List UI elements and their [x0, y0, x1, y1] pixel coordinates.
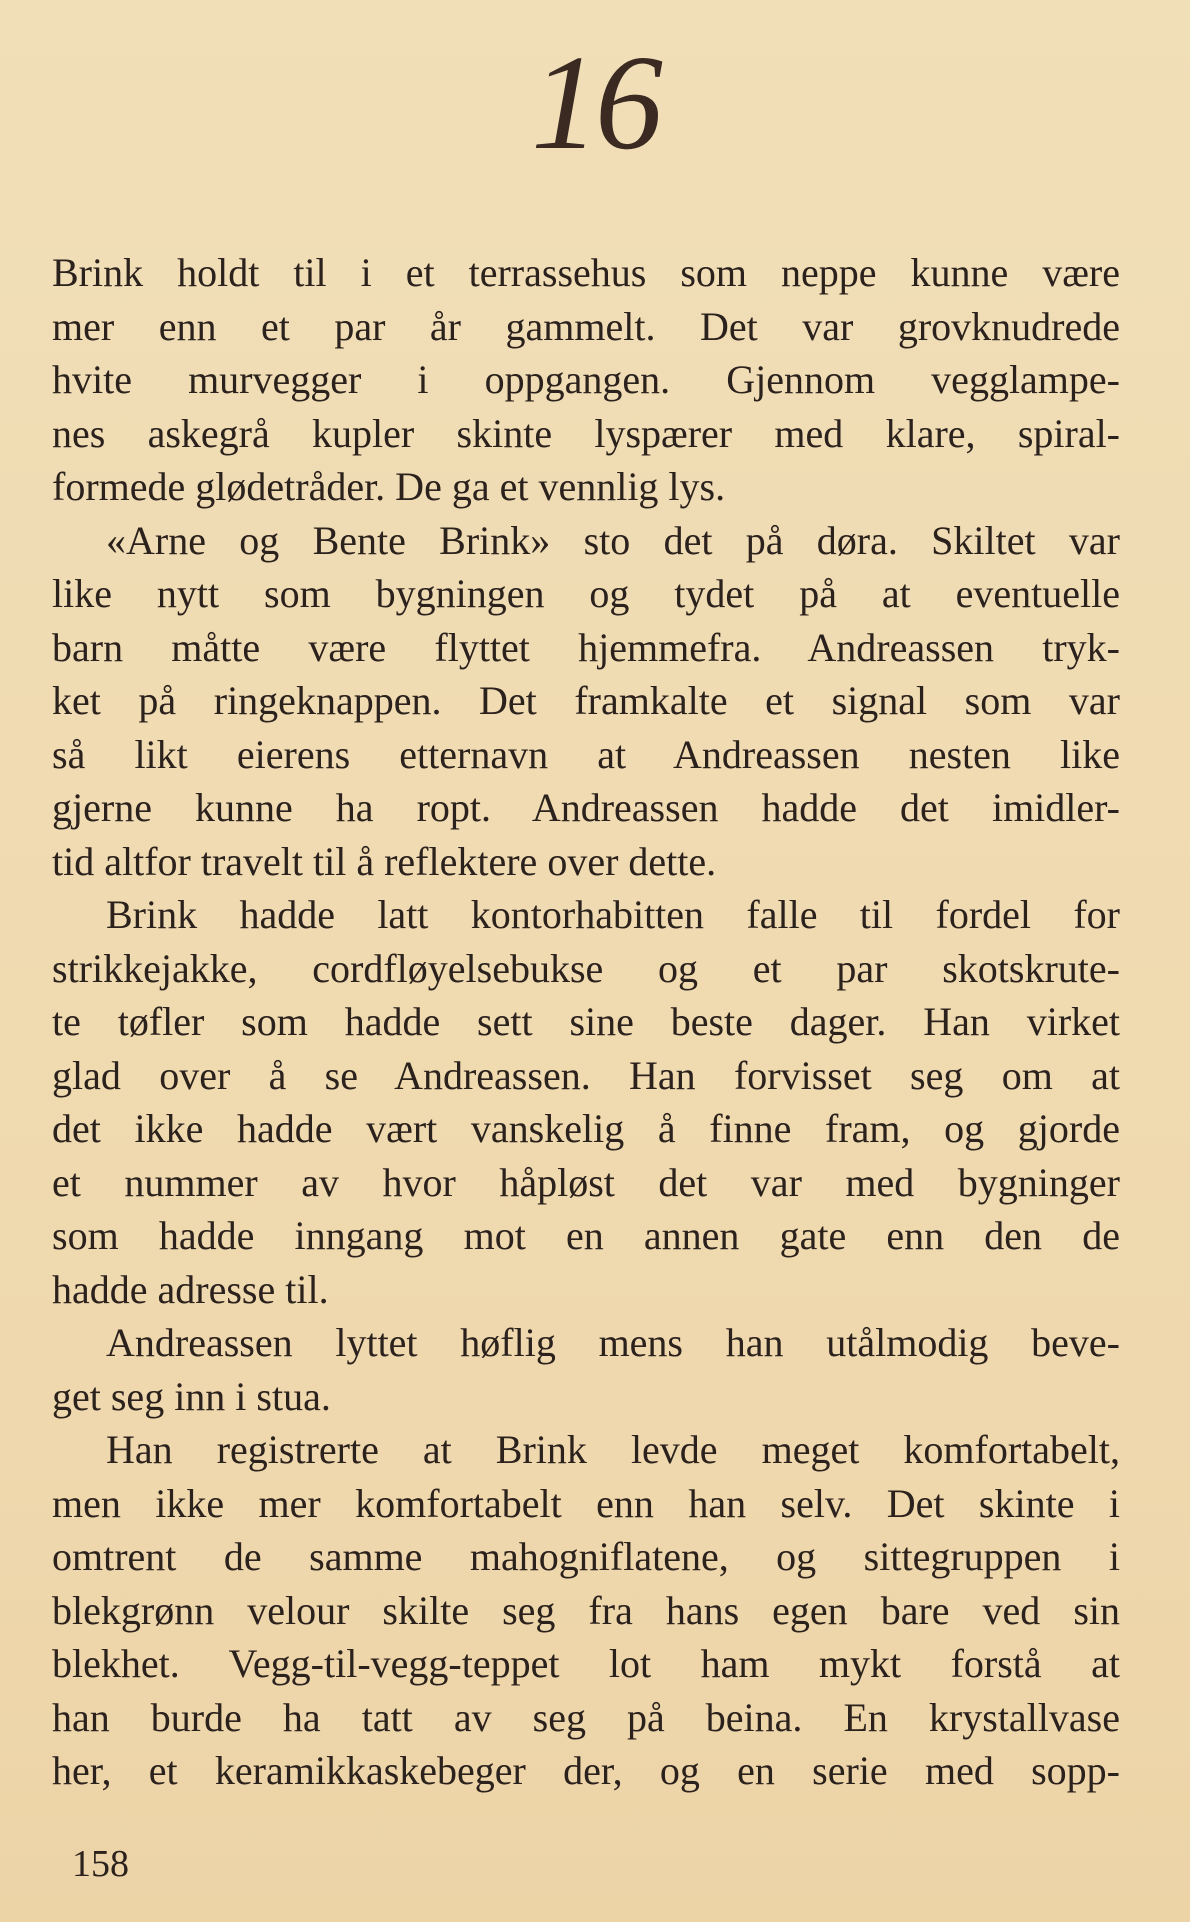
text-line: hadde adresse til.	[52, 1266, 329, 1312]
text-line: blekgrønn velour skilte seg fra hans egen bare ved sin	[52, 1587, 1120, 1633]
text-line: gjerne kunne ha ropt. Andreassen hadde det imidler-	[52, 785, 1120, 830]
text-line: hvite murvegger i oppgangen. Gjennom vegglampe-	[52, 357, 1120, 402]
text-line: nes askegrå kupler skinte lyspærer med klare, spiral-	[52, 410, 1120, 456]
text-line: glad over å se Andreassen. Han forvisset seg om at	[52, 1052, 1120, 1098]
text-line: tid altfor travelt til å reflektere over dette.	[52, 838, 717, 884]
text-line: Andreassen lyttet høflig mens han utålmodig beve-	[106, 1320, 1120, 1365]
page-number: 158	[72, 1843, 129, 1885]
text-line: barn måtte være flyttet hjemmefra. Andreassen tryk-	[52, 624, 1120, 670]
text-line: formede glødetråder. De ga et vennlig lys.	[52, 464, 726, 509]
text-line: som hadde inngang mot en annen gate enn den de	[52, 1213, 1120, 1258]
text-line: te tøfler som hadde sett sine beste dager. Han virket	[52, 999, 1120, 1044]
chapter-number: 16	[531, 28, 659, 178]
text-line: Brink holdt til i et terrassehus som neppe kunne være	[52, 250, 1120, 295]
text-line: «Arne og Bente Brink» sto det på døra. Skiltet var	[106, 517, 1120, 563]
text-line: mer enn et par år gammelt. Det var grovknudrede	[52, 303, 1120, 349]
text-line: strikkejakke, cordfløyelsebukse og et par skotskrute-	[52, 945, 1120, 991]
text-line: ket på ringeknappen. Det framkalte et signal som var	[52, 678, 1120, 723]
text-line: et nummer av hvor håpløst det var med bygninger	[52, 1159, 1120, 1205]
text-line: Brink hadde latt kontorhabitten falle til fordel for	[106, 892, 1120, 937]
text-line: Han registrerte at Brink levde meget komfortabelt,	[106, 1427, 1120, 1472]
text-line: blekhet. Vegg-til-vegg-teppet lot ham mykt forstå at	[52, 1641, 1120, 1686]
text-line: omtrent de samme mahogniflatene, og sittegruppen i	[52, 1534, 1120, 1579]
text-line: her, et keramikkaskebeger der, og en serie med sopp-	[52, 1748, 1120, 1793]
text-line: han burde ha tatt av seg på beina. En krystallvase	[52, 1694, 1120, 1740]
text-line: det ikke hadde vært vanskelig å finne fram, og gjorde	[52, 1106, 1120, 1151]
text-line: men ikke mer komfortabelt enn han selv. Det skinte i	[52, 1480, 1120, 1526]
text-line: like nytt som bygningen og tydet på at eventuelle	[52, 571, 1120, 616]
body-text	[52, 246, 1120, 1798]
text-line: så likt eierens etternavn at Andreassen nesten like	[52, 731, 1120, 777]
text-line: get seg inn i stua.	[52, 1373, 331, 1419]
